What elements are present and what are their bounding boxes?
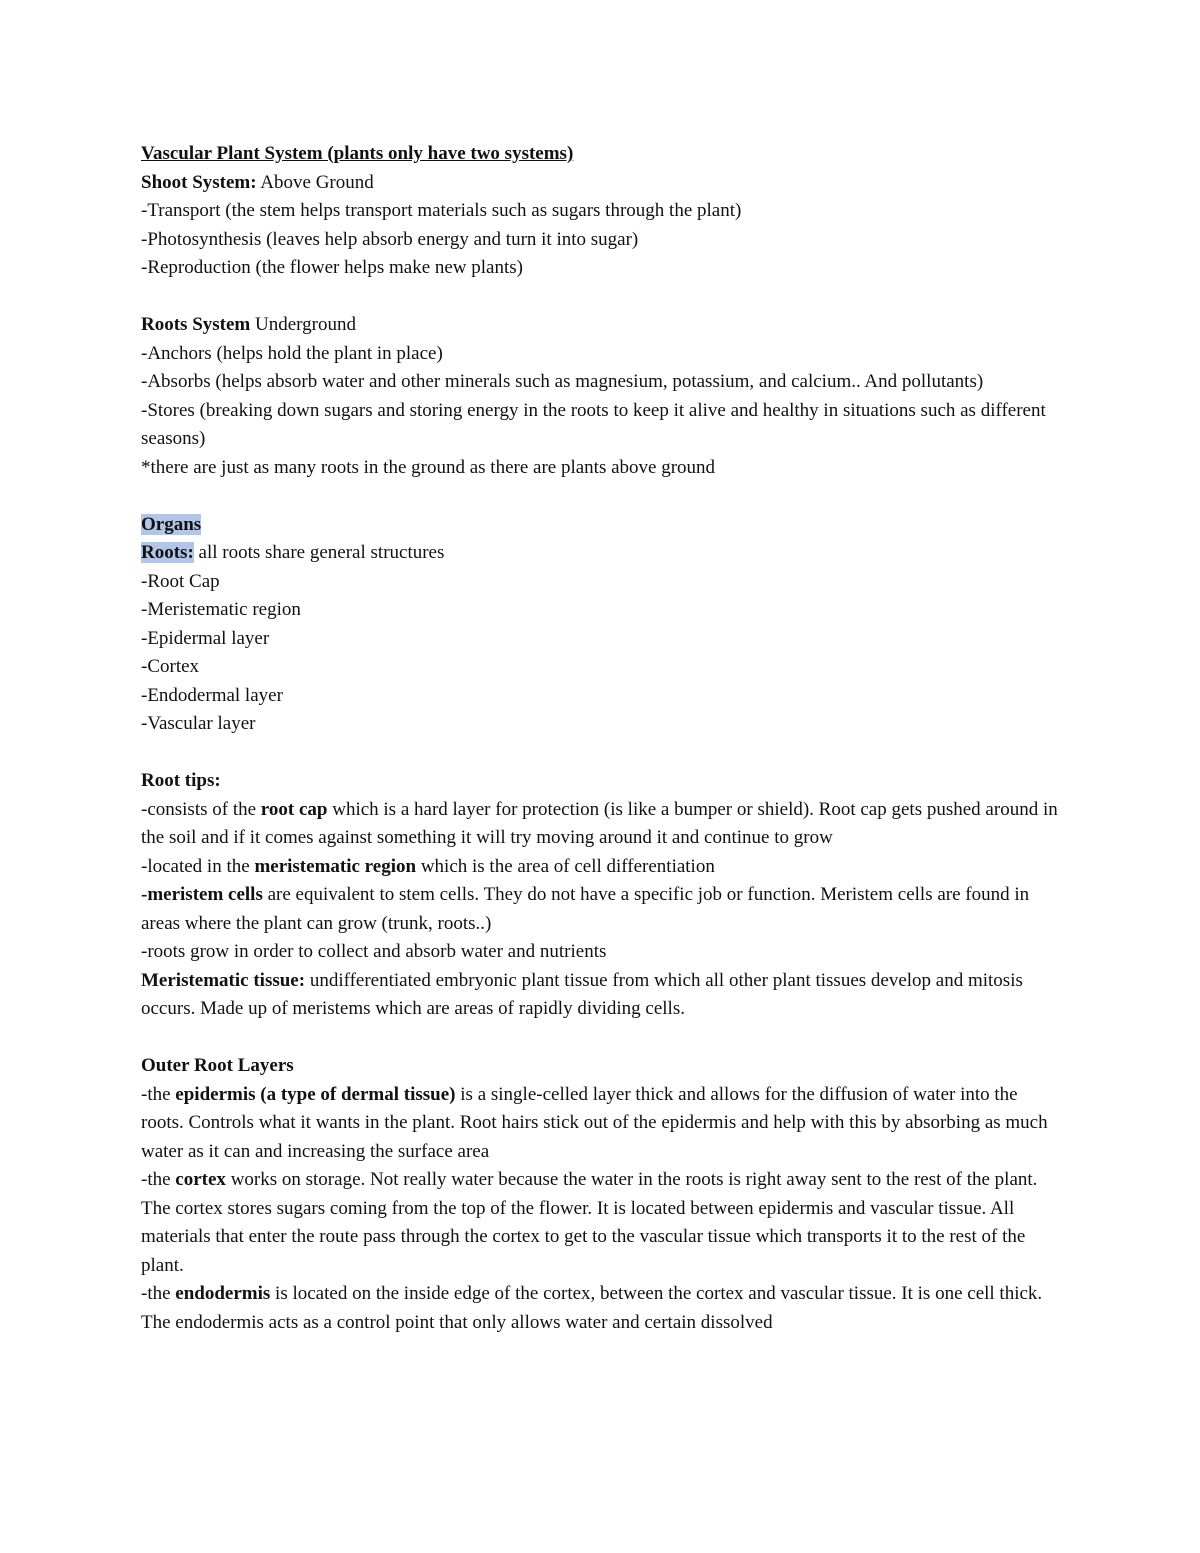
outer-paragraph-cortex [141,1166,1061,1280]
outer-paragraph-endodermis [141,1280,1061,1337]
text-run: undifferentiated embryonic plant tissue from which all other plant tissues develop and mitosis occurs. Made up of meristems which are areas of rapidly dividing cells. [141,969,1023,1019]
blank-line [141,1024,1061,1053]
organ-item-endodermal-layer: -Endodermal layer [141,684,283,706]
root-tips-heading: Root tips: [141,770,221,791]
organ-item-root-cap: -Root Cap [141,570,220,592]
shoot-item-photosynthesis: -Photosynthesis (leaves help absorb energy and turn it into sugar) [141,228,639,250]
term-root-cap: root cap [260,798,328,820]
roots-item-anchors: -Anchors (helps hold the plant in place) [141,342,443,364]
term-cortex: cortex [175,1169,226,1190]
text-run: -consists of the [141,798,261,820]
root-tips-paragraph-meristematic-region [141,853,1061,882]
text-run: are equivalent to stem cells. They do not have a specific job or function. Meristem cells are found in areas where the plant can grow (trunk, roots..) [141,884,1030,934]
shoot-item-reproduction: -Reproduction (the flower helps make new plants) [141,257,523,278]
organs-roots-label: Roots: [141,542,194,563]
organ-item-meristematic-region: -Meristematic region [141,599,301,620]
text-run: -the [141,1283,176,1304]
shoot-system-label: Shoot System: [141,171,257,193]
shoot-system-heading [141,169,1061,198]
document-body [141,140,1061,1337]
text-run: -the [141,1083,176,1105]
text-run: -the [141,1169,176,1190]
outer-paragraph-epidermis [141,1081,1061,1167]
organ-item-cortex: -Cortex [141,656,200,677]
blank-line [141,482,1061,511]
term-meristematic-tissue: Meristematic tissue: [141,969,306,991]
term-epidermis: epidermis (a type of dermal tissue) [175,1083,456,1105]
text-run: which is a hard layer for protection (is like a bumper or shield). Root cap gets pushed around in the soil and if it comes against something it will try moving around it and continue to grow [141,798,1058,848]
organs-heading-line [141,511,1061,540]
organ-item-vascular-layer: -Vascular layer [141,713,256,734]
roots-item-absorbs: -Absorbs (helps absorb water and other minerals such as magnesium, potassium, and calcium.. And pollutants) [141,371,984,392]
roots-item-note: *there are just as many roots in the ground as there are plants above ground [141,456,716,478]
term-meristem-cells: -meristem cells [141,884,263,905]
outer-root-layers-heading: Outer Root Layers [141,1055,294,1076]
text-run: which is the area of cell differentiation [416,855,715,877]
text-run: -located in the [141,855,255,877]
text-run: is a single-celled layer thick and allows for the diffusion of water into the roots. Controls what it wants in the plant. Root hairs stick out of the epidermis and help with this by absorbing as much water as it can and increasing the surface area [141,1083,1048,1162]
root-tips-paragraph-meristem-cells [141,881,1061,938]
roots-system-label: Roots System [141,314,251,335]
document-title: Vascular Plant System (plants only have two systems) [141,143,574,164]
blank-line [141,739,1061,768]
root-tips-paragraph-root-cap [141,796,1061,853]
text-run: is located on the inside edge of the cortex, between the cortex and vascular tissue. It is one cell thick. The endodermis acts as a control point that only allows water and certain dissolved [141,1283,1043,1333]
term-endodermis: endodermis [175,1283,271,1304]
roots-system-heading [141,311,1061,340]
root-tips-paragraph-meristematic-tissue [141,967,1061,1024]
organ-item-epidermal-layer: -Epidermal layer [141,627,270,649]
term-meristematic-region: meristematic region [254,855,417,877]
organs-roots-line [141,539,1061,568]
organs-heading: Organs [141,513,202,535]
root-tips-paragraph-growth: -roots grow in order to collect and absorb water and nutrients [141,941,607,962]
shoot-item-transport: -Transport (the stem helps transport materials such as sugars through the plant) [141,200,742,221]
organs-roots-desc: all roots share general structures [193,542,445,563]
roots-item-stores: -Stores (breaking down sugars and storing energy in the roots to keep it alive and healthy in situations such as different seasons) [141,399,1046,449]
text-run: works on storage. Not really water because the water in the roots is right away sent to the rest of the plant. The cortex stores sugars coming from the top of the flower. It is located between epidermis and vascular tissue. All materials that enter the route pass through the cortex to get to the vascular tissue which transports it to the rest of the plant. [141,1169,1038,1276]
roots-system-desc: Underground [250,314,356,335]
blank-line [141,283,1061,312]
shoot-system-desc: Above Ground [256,171,374,193]
